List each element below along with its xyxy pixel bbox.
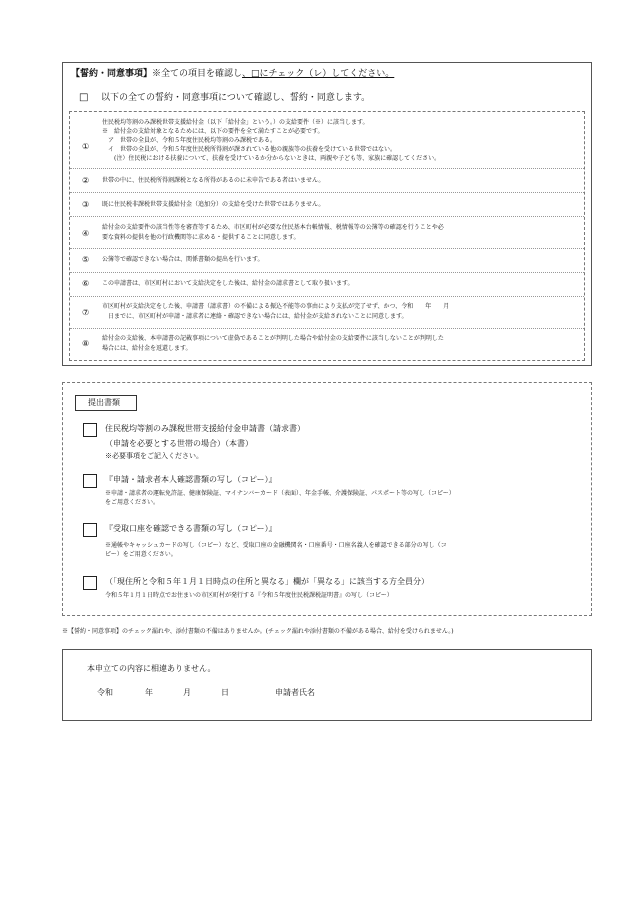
pledge-item-text: 日までに、市区町村が申請・請求者に連絡・確認できない場合には、給付金が支給されないことに同意します。 bbox=[102, 313, 408, 320]
pledge-item-text: 世帯の中に、住民税所得割課税となる所得があるのに未申告である者はいません。 bbox=[102, 177, 325, 184]
pledge-item-number: ⑤ bbox=[82, 255, 90, 264]
pledge-item-text: ※ 給付金の支給対象となるためには、以下の要件を全て満たすことが必要です。 bbox=[102, 128, 324, 135]
pledge-item-text: (注）住民税における扶養について、扶養を受けているか分からないときは、両親や子ども等、家族に確認してください。 bbox=[102, 155, 441, 162]
applicant-name-label: 申請者氏名 bbox=[275, 688, 315, 697]
pledge-item-text: 住民税均等割のみ課税世帯支援給付金（以下「給付金」という。）の支給要件（※）に該当します。 bbox=[102, 119, 369, 126]
pledge-item-number: ⑦ bbox=[82, 308, 90, 317]
doc-note: 令和５年１月１日時点でお住まいの市区町村が発行する『令和５年度住民税課税証明書』の写し（コピー） bbox=[105, 592, 393, 599]
doc-checkbox[interactable] bbox=[83, 423, 97, 437]
date-day-label: 日 bbox=[221, 688, 229, 697]
pledge-item-number: ③ bbox=[82, 200, 90, 209]
pledge-item-text: 給付金の支給要件の該当性等を審査等するため、市区町村が必要な住民基本台帳情報、税情報等の公簿等の確認を行うことや必 bbox=[102, 224, 444, 231]
pledge-items-list bbox=[69, 111, 585, 361]
declaration-box bbox=[62, 649, 592, 721]
doc-checkbox[interactable] bbox=[83, 474, 97, 488]
doc-title: （「現住所と令和５年１月１日時点の住所と異なる」欄が「異なる」に該当する方全員分） bbox=[105, 577, 429, 586]
pledge-item-text: 既に住民税非課税世帯支援給付金（追加分）の支給を受けた世帯ではありません。 bbox=[102, 201, 325, 208]
doc-title: 『受取口座を確認できる書類の写し（コピー）』 bbox=[105, 524, 277, 533]
footer-note: ※【誓約・同意事項】のチェック漏れや、添付書類の不備はありませんか。(チェック漏れや添付書類の不備がある場合、給付を受けられません。) bbox=[62, 628, 454, 635]
pledge-section bbox=[62, 62, 592, 366]
date-year-label: 年 bbox=[145, 688, 153, 697]
pledge-item-number: ④ bbox=[82, 229, 90, 238]
doc-checkbox[interactable] bbox=[83, 576, 97, 590]
doc-checkbox[interactable] bbox=[83, 523, 97, 537]
doc-title: 住民税均等割のみ課税世帯支援給付金申請書（請求書） bbox=[105, 424, 305, 433]
documents-title: 提出書類 bbox=[88, 398, 120, 407]
pledge-item-text: 場合には、給付金を返還します。 bbox=[102, 345, 192, 352]
pledge-item-number: ② bbox=[82, 176, 90, 185]
doc-note: ※通帳やキャッシュカードの写し（コピー）など、受取口座の金融機関名・口座番号・口座名義人を確認できる部分の写し（コ bbox=[105, 542, 447, 549]
pledge-header-title: 【誓約・同意事項】 bbox=[71, 69, 153, 79]
pledge-item-text: ア 世帯の全員が、令和５年度住民税均等割のみ課税である。 bbox=[102, 137, 277, 144]
pledge-item-number: ⑥ bbox=[82, 279, 90, 288]
pledge-item-text: 給付金の支給後、本申請書の記載事項について虚偽であることが判明した場合や給付金の支給要件に該当しないことが判明した bbox=[102, 335, 444, 342]
agree-all-label: 以下の全ての誓約・同意事項について確認し、誓約・同意します。 bbox=[101, 93, 371, 103]
doc-note: をご用意ください。 bbox=[105, 499, 160, 506]
doc-note: ※申請・請求者の運転免許証、健康保険証、マイナンバーカード（表面）、年金手帳、介護保険証、パスポート等の写し（コピー） bbox=[105, 490, 455, 497]
date-month-label: 月 bbox=[183, 688, 191, 697]
pledge-item-text: この申請書は、市区町村において支給決定をした後は、給付金の請求書として取り扱います。 bbox=[102, 280, 354, 287]
agree-all-checkbox[interactable]: □ bbox=[79, 92, 89, 103]
doc-title: 『申請・請求者本人確認書類の写し（コピー）』 bbox=[105, 475, 277, 484]
pledge-item-number: ① bbox=[82, 142, 90, 151]
doc-subtitle: （申請を必要とする世帯の場合）（本書） bbox=[105, 439, 253, 448]
pledge-item-number: ⑧ bbox=[82, 339, 90, 348]
documents-section bbox=[62, 382, 592, 616]
pledge-item-text: イ 世帯の全員が、令和５年度住民税所得割が課されている他の親族等の扶養を受けている世帯ではない。 bbox=[102, 146, 397, 153]
pledge-header-instruction-underlined: 、□にチェック（レ）してください。 bbox=[242, 69, 395, 79]
declaration-statement: 本申立ての内容に相違ありません。 bbox=[87, 664, 216, 673]
pledge-item-text: 市区町村が支給決定をした後、申請書（請求書）の不備による振込不能等の事由により支払が完了せず、かつ、令和 年 月 bbox=[102, 303, 450, 310]
pledge-item-text: 要な資料の提供を他の行政機関等に求める・提供することに同意します。 bbox=[102, 234, 300, 241]
date-era-label: 令和 bbox=[97, 688, 113, 697]
pledge-header bbox=[71, 69, 394, 80]
pledge-item-text: 公簿等で確認できない場合は、関係書類の提出を行います。 bbox=[102, 256, 264, 263]
pledge-header-instruction: ※全ての項目を確認し bbox=[152, 69, 243, 79]
doc-note: ※必要事項をご記入ください。 bbox=[105, 452, 203, 460]
doc-note: ピー）をご用意ください。 bbox=[105, 551, 177, 558]
documents-title-box bbox=[75, 395, 137, 411]
